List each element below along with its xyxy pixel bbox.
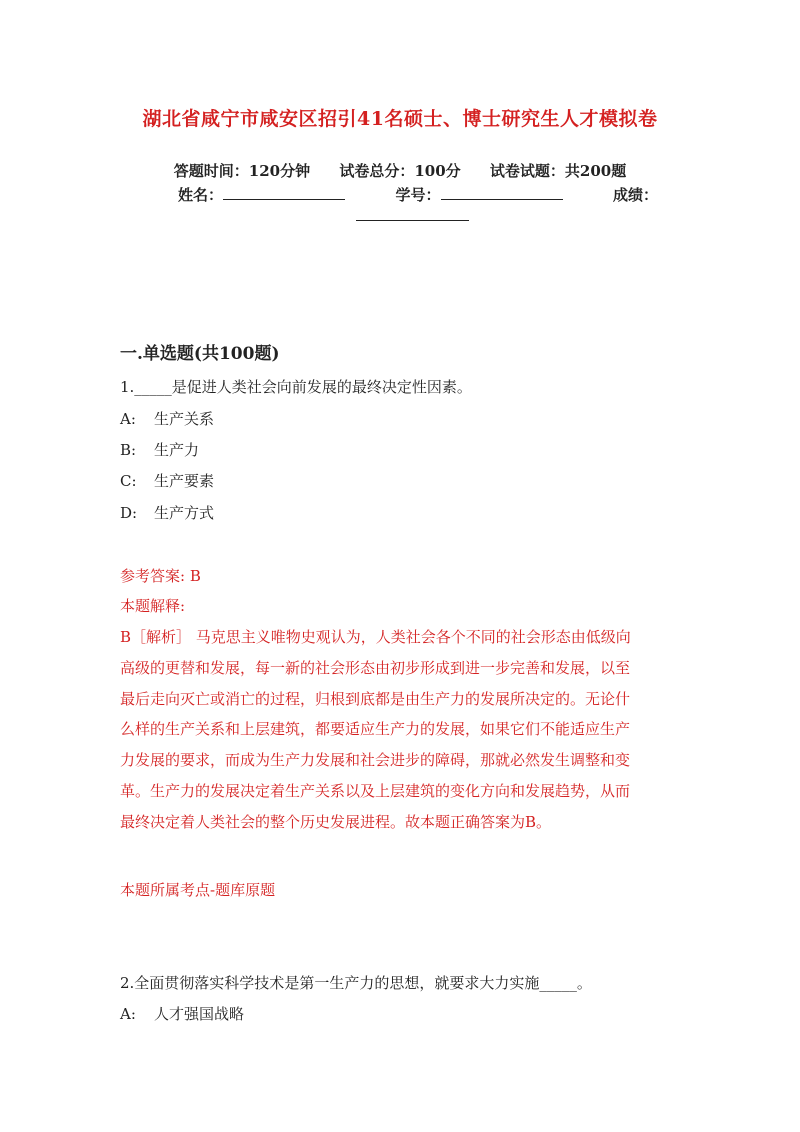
explanation-line: 高级的更替和发展，每一新的社会形态由初步形成到进一步完善和发展，以至 xyxy=(120,658,631,677)
explanation-line: B［解析］ 马克思主义唯物史观认为，人类社会各个不同的社会形态由低级向 xyxy=(120,628,631,646)
exam-title: 湖北省咸宁市咸安区招引41名硕士、博士研究生人才模拟卷 xyxy=(142,108,658,130)
id-label: 学号： xyxy=(395,186,441,204)
option-text: 生产关系 xyxy=(154,410,215,428)
student-info-line xyxy=(178,184,658,205)
exam-total-score: 试卷总分：100分 xyxy=(339,162,461,180)
option-text: 人才强国战略 xyxy=(154,1005,245,1023)
explanation-line: 最后走向灭亡或消亡的过程，归根到底都是由生产力的发展所决定的。无论什 xyxy=(120,689,631,708)
explanation-line: 最终决定着人类社会的整个历史发展进程。故本题正确答案为B。 xyxy=(120,812,552,831)
option-c xyxy=(120,470,214,491)
option-b xyxy=(120,439,199,460)
option-text: 生产方式 xyxy=(154,504,215,522)
option-letter: A: xyxy=(120,410,136,428)
option-text: 生产力 xyxy=(154,441,200,459)
name-blank xyxy=(223,185,345,200)
option-letter: B: xyxy=(120,441,137,459)
explanation xyxy=(120,622,680,838)
question-topic: 本题所属考点-题库原题 xyxy=(120,881,276,899)
option-letter: A: xyxy=(120,1005,136,1023)
explanation-line: 革。生产力的发展决定着生产关系以及上层建筑的变化方向和发展趋势，从而 xyxy=(120,781,631,800)
explanation-label: 本题解释: xyxy=(120,597,186,615)
question-stem: 1._____是促进人类社会向前发展的最终决定性因素。 xyxy=(120,378,472,396)
option-d xyxy=(120,502,214,523)
option-a xyxy=(120,1003,244,1024)
section-title: 一.单选题(共100题) xyxy=(120,344,280,364)
option-letter: D: xyxy=(120,504,138,522)
exam-time: 答题时间：120分钟 xyxy=(173,162,311,180)
exam-info-line xyxy=(0,160,800,181)
explanation-line: 力发展的要求，而成为生产力发展和社会进步的障碍，那就必然发生调整和变 xyxy=(120,751,631,770)
question-stem: 2.全面贯彻落实科学技术是第一生产力的思想，就要求大力实施_____。 xyxy=(120,974,592,992)
score-label: 成绩： xyxy=(612,186,658,204)
option-letter: C: xyxy=(120,472,137,490)
name-label: 姓名： xyxy=(178,186,224,204)
answer: 参考答案: B xyxy=(120,567,201,585)
option-text: 生产要素 xyxy=(154,472,215,490)
score-blank xyxy=(356,206,469,221)
option-a xyxy=(120,408,214,429)
explanation-line: 么样的生产关系和上层建筑，都要适应生产力的发展，如果它们不能适应生产 xyxy=(120,720,631,739)
id-blank xyxy=(441,185,563,200)
exam-total-questions: 试卷试题：共200题 xyxy=(489,162,627,180)
